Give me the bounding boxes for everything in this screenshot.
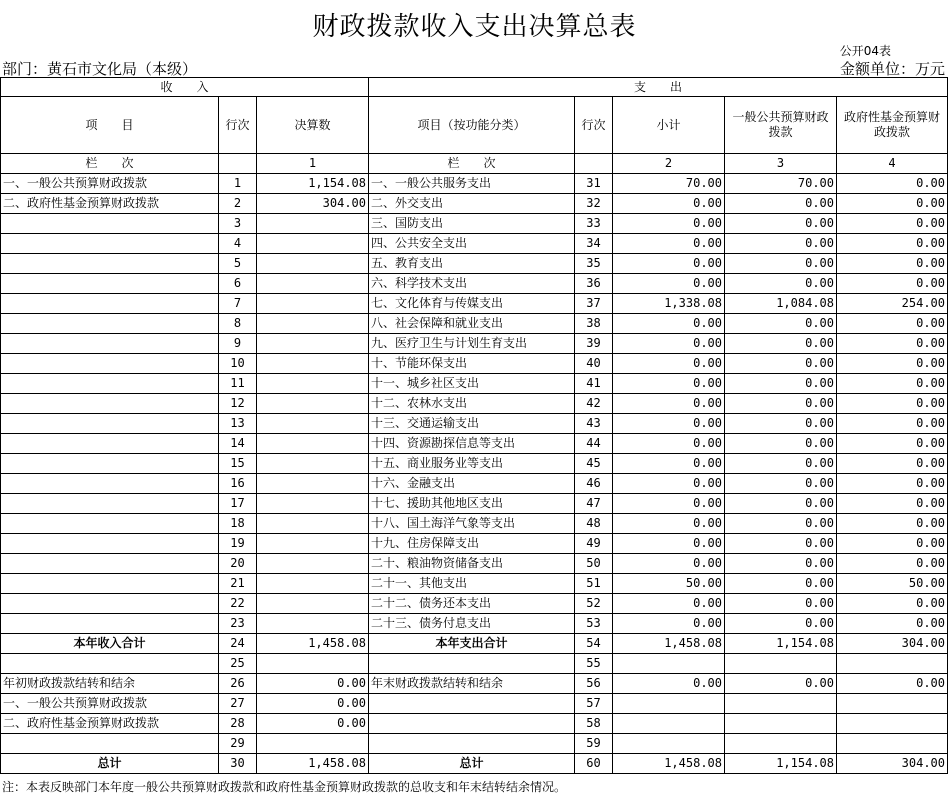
expense-general-cell: 0.00 <box>725 574 837 594</box>
income-row-no-cell: 30 <box>219 754 257 774</box>
expense-row-no-cell: 59 <box>575 734 613 754</box>
expense-subtotal-cell: 0.00 <box>613 274 725 294</box>
table-row <box>1 174 948 194</box>
income-item-cell <box>1 314 219 334</box>
expense-general-cell: 0.00 <box>725 234 837 254</box>
expense-general-cell: 0.00 <box>725 474 837 494</box>
expense-fund-cell: 0.00 <box>837 254 948 274</box>
expense-item-cell <box>369 694 575 714</box>
income-item-cell <box>1 574 219 594</box>
expense-subtotal-cell: 0.00 <box>613 314 725 334</box>
expense-general-cell <box>725 734 837 754</box>
income-item-cell <box>1 354 219 374</box>
expense-item-cell <box>369 734 575 754</box>
expense-row-no-cell: 53 <box>575 614 613 634</box>
expense-general-cell: 0.00 <box>725 394 837 414</box>
income-amount-cell: 1,154.08 <box>257 174 369 194</box>
expense-subtotal-cell: 0.00 <box>613 674 725 694</box>
income-item-cell <box>1 454 219 474</box>
income-item-cell <box>1 294 219 314</box>
expense-item-cell: 二十一、其他支出 <box>369 574 575 594</box>
expense-subtotal-cell: 0.00 <box>613 254 725 274</box>
table-row <box>1 234 948 254</box>
income-row-no-cell: 1 <box>219 174 257 194</box>
income-amount-cell <box>257 234 369 254</box>
expense-subtotal-cell: 0.00 <box>613 594 725 614</box>
expense-item-cell: 本年支出合计 <box>369 634 575 654</box>
table-row <box>1 554 948 574</box>
expense-row-no-cell: 50 <box>575 554 613 574</box>
expense-item-cell: 五、教育支出 <box>369 254 575 274</box>
income-item-cell: 一、一般公共预算财政拨款 <box>1 174 219 194</box>
table-row <box>1 534 948 554</box>
expense-item-cell: 二、外交支出 <box>369 194 575 214</box>
expense-fund-cell: 0.00 <box>837 274 948 294</box>
expense-subtotal-cell: 0.00 <box>613 414 725 434</box>
income-item-cell: 一、一般公共预算财政拨款 <box>1 694 219 714</box>
income-item-cell <box>1 594 219 614</box>
income-item-cell: 二、政府性基金预算财政拨款 <box>1 714 219 734</box>
lanci-col2: 2 <box>613 154 725 174</box>
expense-fund-cell: 304.00 <box>837 634 948 654</box>
income-row-no-cell: 14 <box>219 434 257 454</box>
expense-general-cell: 0.00 <box>725 614 837 634</box>
expense-row-no-cell: 49 <box>575 534 613 554</box>
expense-header: 支 出 <box>369 78 948 97</box>
income-amount-cell <box>257 614 369 634</box>
expense-subtotal-cell: 0.00 <box>613 394 725 414</box>
expense-row-no-cell: 58 <box>575 714 613 734</box>
income-item-cell <box>1 274 219 294</box>
income-row-no-cell: 8 <box>219 314 257 334</box>
expense-fund-cell <box>837 654 948 674</box>
table-row <box>1 314 948 334</box>
col-header-item-func: 项目（按功能分类） <box>369 97 575 154</box>
unit-label: 金额单位：万元 <box>839 60 945 78</box>
expense-general-cell: 1,154.08 <box>725 754 837 774</box>
table-row <box>1 394 948 414</box>
expense-general-cell: 0.00 <box>725 214 837 234</box>
expense-fund-cell: 0.00 <box>837 234 948 254</box>
expense-row-no-cell: 42 <box>575 394 613 414</box>
lanci-blank <box>219 154 257 174</box>
expense-subtotal-cell <box>613 654 725 674</box>
expense-general-cell: 0.00 <box>725 554 837 574</box>
income-row-no-cell: 13 <box>219 414 257 434</box>
expense-item-cell: 总计 <box>369 754 575 774</box>
income-amount-cell <box>257 434 369 454</box>
income-item-cell <box>1 534 219 554</box>
income-amount-cell: 0.00 <box>257 694 369 714</box>
table-row <box>1 374 948 394</box>
expense-general-cell: 0.00 <box>725 594 837 614</box>
income-item-cell: 二、政府性基金预算财政拨款 <box>1 194 219 214</box>
expense-fund-cell: 0.00 <box>837 494 948 514</box>
income-item-cell: 总计 <box>1 754 219 774</box>
income-row-no-cell: 11 <box>219 374 257 394</box>
income-amount-cell <box>257 354 369 374</box>
expense-item-cell: 一、一般公共服务支出 <box>369 174 575 194</box>
expense-fund-cell: 0.00 <box>837 314 948 334</box>
expense-subtotal-cell: 0.00 <box>613 554 725 574</box>
expense-fund-cell <box>837 734 948 754</box>
expense-subtotal-cell: 0.00 <box>613 354 725 374</box>
expense-item-cell: 十、节能环保支出 <box>369 354 575 374</box>
expense-row-no-cell: 54 <box>575 634 613 654</box>
expense-general-cell: 0.00 <box>725 314 837 334</box>
expense-subtotal-cell: 1,338.08 <box>613 294 725 314</box>
expense-general-cell: 0.00 <box>725 274 837 294</box>
expense-item-cell: 十二、农林水支出 <box>369 394 575 414</box>
income-item-cell <box>1 234 219 254</box>
income-amount-cell <box>257 514 369 534</box>
income-amount-cell <box>257 374 369 394</box>
expense-fund-cell: 50.00 <box>837 574 948 594</box>
expense-fund-cell: 0.00 <box>837 474 948 494</box>
income-amount-cell <box>257 294 369 314</box>
income-item-cell <box>1 734 219 754</box>
income-item-cell <box>1 514 219 534</box>
table-row <box>1 734 948 754</box>
expense-fund-cell: 0.00 <box>837 434 948 454</box>
income-row-no-cell: 18 <box>219 514 257 534</box>
income-row-no-cell: 28 <box>219 714 257 734</box>
income-row-no-cell: 22 <box>219 594 257 614</box>
expense-item-cell: 七、文化体育与传媒支出 <box>369 294 575 314</box>
expense-row-no-cell: 36 <box>575 274 613 294</box>
table-row <box>1 434 948 454</box>
table-row <box>1 494 948 514</box>
expense-subtotal-cell: 0.00 <box>613 614 725 634</box>
income-item-cell: 本年收入合计 <box>1 634 219 654</box>
expense-subtotal-cell: 0.00 <box>613 194 725 214</box>
expense-subtotal-cell: 50.00 <box>613 574 725 594</box>
expense-subtotal-cell: 0.00 <box>613 334 725 354</box>
table-row <box>1 614 948 634</box>
expense-row-no-cell: 57 <box>575 694 613 714</box>
expense-fund-cell: 0.00 <box>837 394 948 414</box>
expense-item-cell: 十六、金融支出 <box>369 474 575 494</box>
expense-row-no-cell: 44 <box>575 434 613 454</box>
income-amount-cell <box>257 534 369 554</box>
income-item-cell <box>1 334 219 354</box>
income-amount-cell <box>257 394 369 414</box>
income-amount-cell <box>257 554 369 574</box>
table-row <box>1 574 948 594</box>
expense-item-cell: 九、医疗卫生与计划生育支出 <box>369 334 575 354</box>
expense-general-cell: 0.00 <box>725 434 837 454</box>
col-header-row-no: 行次 <box>219 97 257 154</box>
income-amount-cell <box>257 334 369 354</box>
income-row-no-cell: 9 <box>219 334 257 354</box>
expense-item-cell: 十五、商业服务业等支出 <box>369 454 575 474</box>
expense-fund-cell: 0.00 <box>837 554 948 574</box>
income-item-cell <box>1 414 219 434</box>
income-row-no-cell: 6 <box>219 274 257 294</box>
expense-item-cell: 八、社会保障和就业支出 <box>369 314 575 334</box>
expense-item-cell: 十一、城乡社区支出 <box>369 374 575 394</box>
expense-row-no-cell: 48 <box>575 514 613 534</box>
table-row <box>1 474 948 494</box>
income-item-cell: 年初财政拨款结转和结余 <box>1 674 219 694</box>
income-row-no-cell: 29 <box>219 734 257 754</box>
income-row-no-cell: 10 <box>219 354 257 374</box>
income-row-no-cell: 21 <box>219 574 257 594</box>
expense-general-cell <box>725 654 837 674</box>
income-item-cell <box>1 614 219 634</box>
expense-general-cell: 0.00 <box>725 494 837 514</box>
table-row <box>1 194 948 214</box>
form-code: 公开04表 <box>839 44 891 58</box>
expense-item-cell: 二十三、债务付息支出 <box>369 614 575 634</box>
expense-item-cell: 二十二、债务还本支出 <box>369 594 575 614</box>
col-header-item: 项 目 <box>1 97 219 154</box>
table-row <box>1 594 948 614</box>
expense-general-cell: 1,084.08 <box>725 294 837 314</box>
expense-subtotal-cell: 0.00 <box>613 234 725 254</box>
page-title: 财政拨款收入支出决算总表 <box>312 12 637 42</box>
expense-general-cell: 0.00 <box>725 334 837 354</box>
expense-subtotal-cell: 70.00 <box>613 174 725 194</box>
expense-item-cell <box>369 714 575 734</box>
income-amount-cell <box>257 474 369 494</box>
lanci-label: 栏 次 <box>1 154 219 174</box>
expense-row-no-cell: 55 <box>575 654 613 674</box>
expense-fund-cell <box>837 694 948 714</box>
expense-item-cell <box>369 654 575 674</box>
table-row <box>1 694 948 714</box>
expense-subtotal-cell <box>613 694 725 714</box>
table-row <box>1 634 948 654</box>
expense-general-cell: 0.00 <box>725 254 837 274</box>
expense-row-no-cell: 41 <box>575 374 613 394</box>
expense-row-no-cell: 43 <box>575 414 613 434</box>
expense-general-cell: 0.00 <box>725 374 837 394</box>
expense-fund-cell: 254.00 <box>837 294 948 314</box>
expense-fund-cell: 0.00 <box>837 454 948 474</box>
expense-general-cell: 70.00 <box>725 174 837 194</box>
expense-subtotal-cell: 0.00 <box>613 454 725 474</box>
expense-row-no-cell: 39 <box>575 334 613 354</box>
budget-table <box>0 77 948 774</box>
expense-item-cell: 四、公共安全支出 <box>369 234 575 254</box>
expense-fund-cell: 0.00 <box>837 414 948 434</box>
expense-row-no-cell: 34 <box>575 234 613 254</box>
income-row-no-cell: 23 <box>219 614 257 634</box>
income-amount-cell: 1,458.08 <box>257 754 369 774</box>
expense-fund-cell: 0.00 <box>837 354 948 374</box>
expense-general-cell: 0.00 <box>725 674 837 694</box>
footnote: 注：本表反映部门本年度一般公共预算财政拨款和政府性基金预算财政拨款的总收支和年末结转结余情况。 <box>2 780 567 794</box>
table-row <box>1 354 948 374</box>
expense-item-cell: 十八、国土海洋气象等支出 <box>369 514 575 534</box>
expense-general-cell: 0.00 <box>725 354 837 374</box>
expense-fund-cell: 0.00 <box>837 214 948 234</box>
table-row <box>1 714 948 734</box>
expense-row-no-cell: 51 <box>575 574 613 594</box>
expense-fund-cell: 0.00 <box>837 334 948 354</box>
expense-row-no-cell: 35 <box>575 254 613 274</box>
expense-fund-cell: 0.00 <box>837 194 948 214</box>
income-amount-cell <box>257 654 369 674</box>
table-row <box>1 754 948 774</box>
expense-general-cell: 0.00 <box>725 454 837 474</box>
lanci-col4: 4 <box>837 154 948 174</box>
expense-general-cell: 0.00 <box>725 514 837 534</box>
expense-item-cell: 年末财政拨款结转和结余 <box>369 674 575 694</box>
income-row-no-cell: 15 <box>219 454 257 474</box>
income-item-cell <box>1 434 219 454</box>
expense-fund-cell: 0.00 <box>837 514 948 534</box>
income-amount-cell: 0.00 <box>257 674 369 694</box>
expense-subtotal-cell: 0.00 <box>613 514 725 534</box>
income-amount-cell <box>257 574 369 594</box>
expense-item-cell: 二十、粮油物资储备支出 <box>369 554 575 574</box>
expense-row-no-cell: 52 <box>575 594 613 614</box>
col-header-row-no-2: 行次 <box>575 97 613 154</box>
income-amount-cell <box>257 414 369 434</box>
table-row <box>1 454 948 474</box>
income-row-no-cell: 25 <box>219 654 257 674</box>
expense-row-no-cell: 38 <box>575 314 613 334</box>
expense-item-cell: 六、科学技术支出 <box>369 274 575 294</box>
income-item-cell <box>1 554 219 574</box>
lanci-label-2: 栏 次 <box>369 154 575 174</box>
expense-subtotal-cell <box>613 714 725 734</box>
income-header: 收 入 <box>1 78 369 97</box>
income-row-no-cell: 19 <box>219 534 257 554</box>
income-amount-cell <box>257 314 369 334</box>
income-item-cell <box>1 214 219 234</box>
income-row-no-cell: 27 <box>219 694 257 714</box>
income-row-no-cell: 4 <box>219 234 257 254</box>
expense-general-cell: 1,154.08 <box>725 634 837 654</box>
income-item-cell <box>1 494 219 514</box>
expense-subtotal-cell: 1,458.08 <box>613 634 725 654</box>
income-item-cell <box>1 394 219 414</box>
expense-fund-cell: 0.00 <box>837 534 948 554</box>
expense-subtotal-cell: 0.00 <box>613 374 725 394</box>
lanci-col1: 1 <box>257 154 369 174</box>
income-row-no-cell: 2 <box>219 194 257 214</box>
expense-subtotal-cell: 0.00 <box>613 214 725 234</box>
expense-subtotal-cell: 0.00 <box>613 494 725 514</box>
income-amount-cell: 1,458.08 <box>257 634 369 654</box>
expense-row-no-cell: 56 <box>575 674 613 694</box>
table-row <box>1 514 948 534</box>
income-row-no-cell: 24 <box>219 634 257 654</box>
income-row-no-cell: 26 <box>219 674 257 694</box>
expense-subtotal-cell: 0.00 <box>613 434 725 454</box>
table-row <box>1 414 948 434</box>
expense-item-cell: 十七、援助其他地区支出 <box>369 494 575 514</box>
income-row-no-cell: 12 <box>219 394 257 414</box>
expense-general-cell <box>725 714 837 734</box>
lanci-col3: 3 <box>725 154 837 174</box>
expense-subtotal-cell: 0.00 <box>613 474 725 494</box>
expense-fund-cell <box>837 714 948 734</box>
col-header-general-budget: 一般公共预算财政拨款 <box>725 97 837 154</box>
col-header-final-amount: 决算数 <box>257 97 369 154</box>
expense-fund-cell: 0.00 <box>837 674 948 694</box>
expense-row-no-cell: 37 <box>575 294 613 314</box>
income-row-no-cell: 5 <box>219 254 257 274</box>
expense-subtotal-cell <box>613 734 725 754</box>
expense-row-no-cell: 33 <box>575 214 613 234</box>
income-amount-cell <box>257 274 369 294</box>
table-row <box>1 334 948 354</box>
income-row-no-cell: 7 <box>219 294 257 314</box>
income-amount-cell <box>257 734 369 754</box>
col-header-fund-budget: 政府性基金预算财政拨款 <box>837 97 948 154</box>
department-label: 部门：黄石市文化局（本级） <box>2 60 198 78</box>
expense-fund-cell: 0.00 <box>837 594 948 614</box>
expense-fund-cell: 0.00 <box>837 614 948 634</box>
income-item-cell <box>1 254 219 274</box>
expense-row-no-cell: 31 <box>575 174 613 194</box>
income-item-cell <box>1 474 219 494</box>
expense-row-no-cell: 46 <box>575 474 613 494</box>
income-row-no-cell: 20 <box>219 554 257 574</box>
expense-general-cell: 0.00 <box>725 534 837 554</box>
income-item-cell <box>1 374 219 394</box>
expense-row-no-cell: 32 <box>575 194 613 214</box>
income-amount-cell: 304.00 <box>257 194 369 214</box>
income-row-no-cell: 17 <box>219 494 257 514</box>
table-row <box>1 654 948 674</box>
expense-item-cell: 十四、资源勘探信息等支出 <box>369 434 575 454</box>
income-amount-cell <box>257 454 369 474</box>
expense-fund-cell: 0.00 <box>837 374 948 394</box>
expense-general-cell <box>725 694 837 714</box>
table-row <box>1 294 948 314</box>
income-item-cell <box>1 654 219 674</box>
col-header-subtotal: 小计 <box>613 97 725 154</box>
expense-row-no-cell: 60 <box>575 754 613 774</box>
table-row <box>1 214 948 234</box>
income-amount-cell <box>257 494 369 514</box>
expense-fund-cell: 304.00 <box>837 754 948 774</box>
income-amount-cell <box>257 594 369 614</box>
expense-item-cell: 十九、住房保障支出 <box>369 534 575 554</box>
table-row <box>1 274 948 294</box>
lanci-blank-2 <box>575 154 613 174</box>
income-amount-cell <box>257 214 369 234</box>
expense-subtotal-cell: 1,458.08 <box>613 754 725 774</box>
income-amount-cell <box>257 254 369 274</box>
expense-general-cell: 0.00 <box>725 414 837 434</box>
expense-fund-cell: 0.00 <box>837 174 948 194</box>
table-row <box>1 674 948 694</box>
income-row-no-cell: 16 <box>219 474 257 494</box>
expense-item-cell: 十三、交通运输支出 <box>369 414 575 434</box>
table-row <box>1 254 948 274</box>
expense-item-cell: 三、国防支出 <box>369 214 575 234</box>
expense-subtotal-cell: 0.00 <box>613 534 725 554</box>
expense-row-no-cell: 47 <box>575 494 613 514</box>
income-amount-cell: 0.00 <box>257 714 369 734</box>
expense-row-no-cell: 45 <box>575 454 613 474</box>
expense-general-cell: 0.00 <box>725 194 837 214</box>
expense-row-no-cell: 40 <box>575 354 613 374</box>
income-row-no-cell: 3 <box>219 214 257 234</box>
